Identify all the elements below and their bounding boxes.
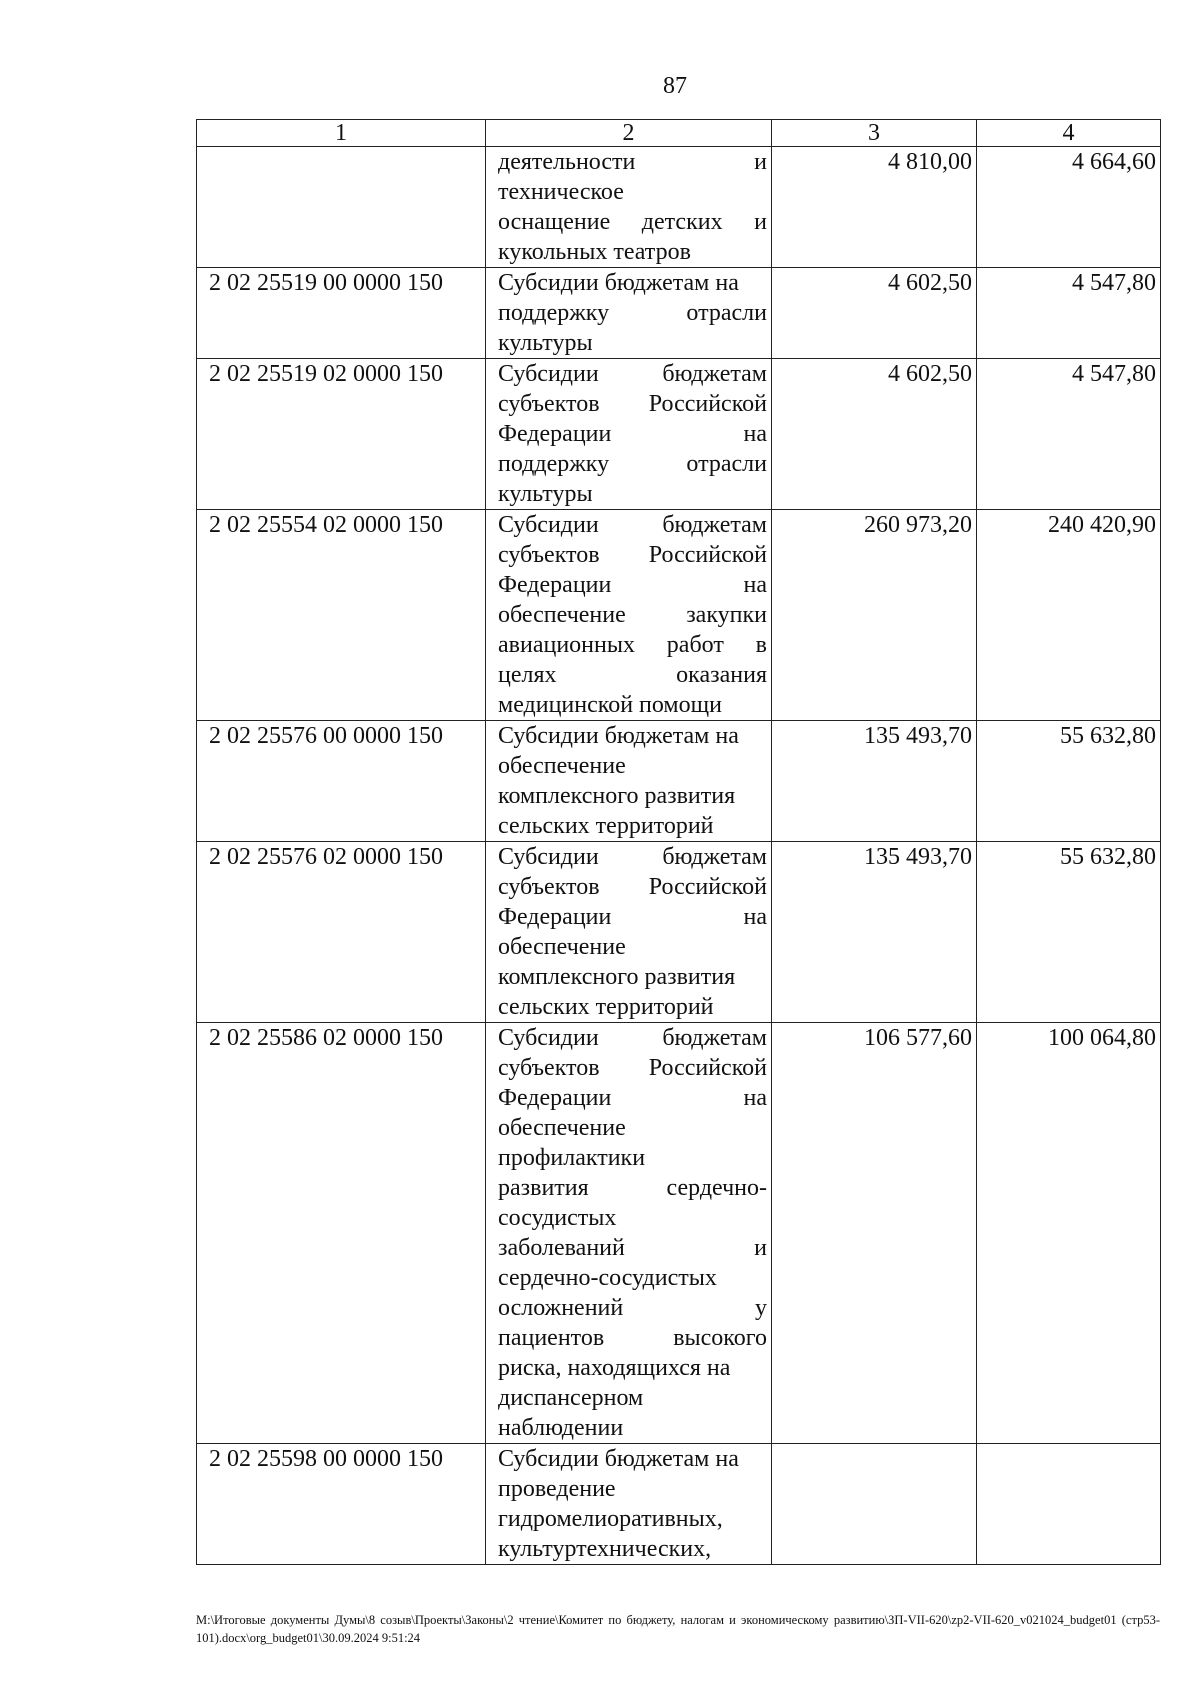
description-line: субъектов Российской xyxy=(498,874,767,900)
description-line: гидромелиоративных, xyxy=(498,1506,723,1532)
description-line: проведение xyxy=(498,1476,616,1502)
description-line: Субсидии бюджетам xyxy=(498,844,767,870)
description-line: медицинской помощи xyxy=(498,692,722,718)
header-col-4: 4 xyxy=(977,120,1161,147)
amount-col-3 xyxy=(772,1444,977,1565)
description-line: Федерации на xyxy=(498,1085,767,1111)
description-line: Субсидии бюджетам на xyxy=(498,1446,739,1472)
amount-col-3: 106 577,60 xyxy=(772,1023,977,1444)
amount-col-4: 4 547,80 xyxy=(977,359,1161,510)
description-line: оснащение детских и xyxy=(498,209,767,235)
table-row xyxy=(197,268,1161,359)
table-row xyxy=(197,721,1161,842)
budget-code-cell xyxy=(197,147,486,268)
description-cell xyxy=(486,510,772,721)
budget-code-cell: 2 02 25576 02 0000 150 xyxy=(197,842,486,1023)
amount-col-4: 100 064,80 xyxy=(977,1023,1161,1444)
description-cell xyxy=(486,147,772,268)
description-line: обеспечение xyxy=(498,1115,626,1141)
amount-col-4 xyxy=(977,1444,1161,1565)
description-cell xyxy=(486,1023,772,1444)
header-col-2: 2 xyxy=(486,120,772,147)
description-line: заболеваний и xyxy=(498,1235,767,1261)
description-line: комплексного развития xyxy=(498,783,736,809)
budget-code-cell: 2 02 25519 00 0000 150 xyxy=(197,268,486,359)
table-header-row xyxy=(197,120,1161,147)
amount-col-4: 55 632,80 xyxy=(977,721,1161,842)
description-line: кукольных театров xyxy=(498,239,691,265)
description-line: осложнений у xyxy=(498,1295,767,1321)
description-line: обеспечение закупки xyxy=(498,602,767,628)
footer-file-path: М:\Итоговые документы Думы\8 созыв\Проекты\Законы\2 чтение\Комитет по бюджету, налогам и экономическому развитию\ЗП-VII-620\zp2-VII-620_v021024_budget01 (стр53-101).docx\org_budget01\30.09.2024 9:51:24 xyxy=(196,1613,1160,1645)
budget-code-cell: 2 02 25576 00 0000 150 xyxy=(197,721,486,842)
description-line: культуртехнических, xyxy=(498,1536,712,1562)
amount-col-4: 4 664,60 xyxy=(977,147,1161,268)
description-line: Федерации на xyxy=(498,572,767,598)
description-line: развития сердечно- xyxy=(498,1175,767,1201)
description-line: Федерации на xyxy=(498,904,767,930)
description-line: поддержку отрасли xyxy=(498,300,767,326)
description-line: Субсидии бюджетам xyxy=(498,361,767,387)
description-line: сельских территорий xyxy=(498,813,714,839)
header-col-1: 1 xyxy=(197,120,486,147)
description-line: техническое xyxy=(498,179,624,205)
description-line: диспансерном xyxy=(498,1385,644,1411)
table-row xyxy=(197,1023,1161,1444)
description-line: профилактики xyxy=(498,1145,646,1171)
description-line: субъектов Российской xyxy=(498,391,767,417)
description-line: Субсидии бюджетам xyxy=(498,512,767,538)
description-cell xyxy=(486,1444,772,1565)
description-line: сельских территорий xyxy=(498,994,714,1020)
description-line: риска, находящихся на xyxy=(498,1355,731,1381)
amount-col-3: 135 493,70 xyxy=(772,842,977,1023)
table-row xyxy=(197,842,1161,1023)
description-line: обеспечение xyxy=(498,753,626,779)
description-line: субъектов Российской xyxy=(498,1055,767,1081)
description-line: обеспечение xyxy=(498,934,626,960)
budget-table xyxy=(196,119,1161,1565)
header-col-3: 3 xyxy=(772,120,977,147)
description-cell xyxy=(486,268,772,359)
description-line: авиационных работ в xyxy=(498,632,767,658)
description-line: комплексного развития xyxy=(498,964,736,990)
amount-col-3: 135 493,70 xyxy=(772,721,977,842)
description-line: Субсидии бюджетам xyxy=(498,1025,767,1051)
amount-col-3: 4 602,50 xyxy=(772,268,977,359)
table-row xyxy=(197,510,1161,721)
table-row xyxy=(197,359,1161,510)
description-line: Субсидии бюджетам на xyxy=(498,723,739,749)
page-number: 87 xyxy=(663,73,687,99)
description-line: субъектов Российской xyxy=(498,542,767,568)
amount-col-3: 4 602,50 xyxy=(772,359,977,510)
table-row xyxy=(197,1444,1161,1565)
amount-col-4: 55 632,80 xyxy=(977,842,1161,1023)
description-line: деятельности и xyxy=(498,149,767,175)
description-cell xyxy=(486,721,772,842)
description-cell xyxy=(486,359,772,510)
amount-col-4: 240 420,90 xyxy=(977,510,1161,721)
table-row xyxy=(197,147,1161,268)
table-body xyxy=(197,147,1161,1565)
description-line: сосудистых xyxy=(498,1205,617,1231)
description-line: сердечно-сосудистых xyxy=(498,1265,717,1291)
amount-col-3: 4 810,00 xyxy=(772,147,977,268)
amount-col-4: 4 547,80 xyxy=(977,268,1161,359)
description-cell xyxy=(486,842,772,1023)
description-line: культуры xyxy=(498,481,593,507)
description-line: наблюдении xyxy=(498,1415,624,1441)
description-line: Федерации на xyxy=(498,421,767,447)
budget-code-cell: 2 02 25586 02 0000 150 xyxy=(197,1023,486,1444)
budget-code-cell: 2 02 25554 02 0000 150 xyxy=(197,510,486,721)
amount-col-3: 260 973,20 xyxy=(772,510,977,721)
budget-code-cell: 2 02 25519 02 0000 150 xyxy=(197,359,486,510)
description-line: Субсидии бюджетам на xyxy=(498,270,739,296)
description-line: культуры xyxy=(498,330,593,356)
budget-code-cell: 2 02 25598 00 0000 150 xyxy=(197,1444,486,1565)
description-line: поддержку отрасли xyxy=(498,451,767,477)
description-line: пациентов высокого xyxy=(498,1325,767,1351)
description-line: целях оказания xyxy=(498,662,767,688)
